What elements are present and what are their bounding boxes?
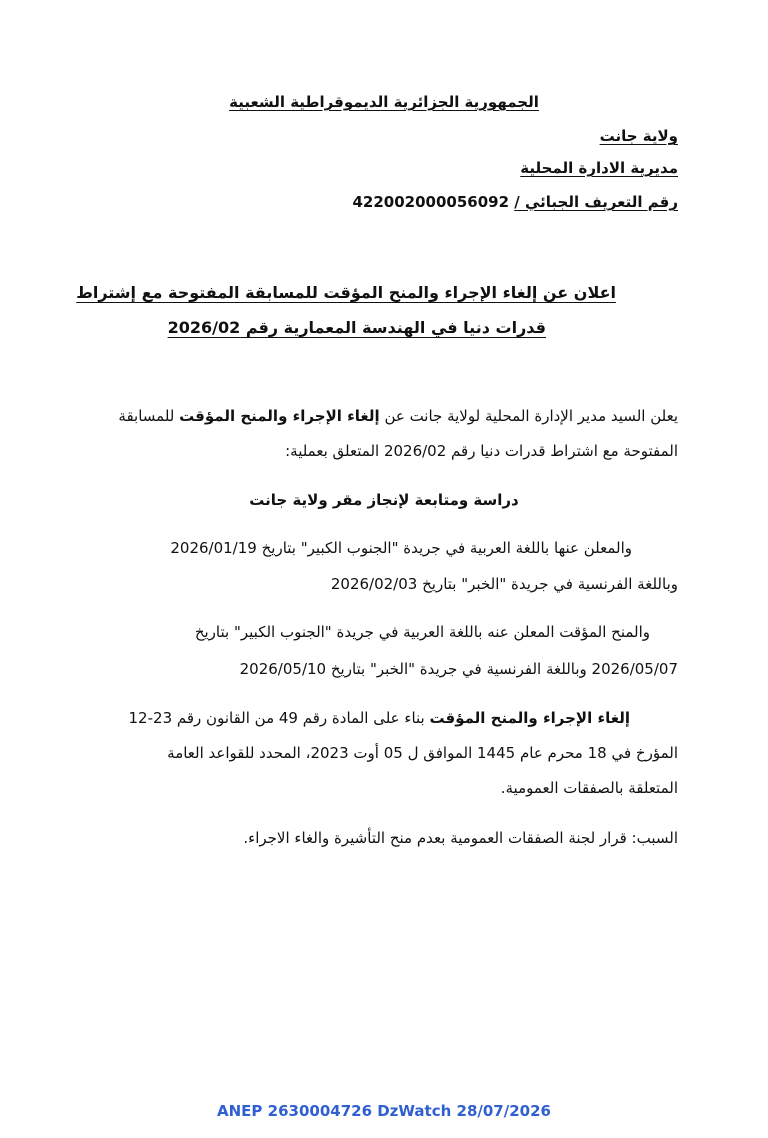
paragraph-4-line2: المؤرخ في 18 محرم عام 1445 الموافق ل 05 أوت 2023، المحدد للقواعد العامة	[167, 744, 678, 762]
announcement-title-line2: قدرات دنيا في الهندسة المعمارية رقم 2026/02	[167, 318, 546, 337]
paragraph-4-line3: المتعلقة بالصفقات العمومية.	[500, 779, 678, 797]
paragraph-4-line1	[129, 708, 630, 728]
p4-line1-rest: بناء على المادة رقم 49 من القانون رقم 23-12	[128, 709, 425, 727]
republic-heading: الجمهورية الجزائرية الديموقراطية الشعبية	[229, 93, 539, 111]
paragraph-2-line1: والمعلن عنها باللغة العربية في جريدة "الجنوب الكبير" بتاريخ 2026/01/19	[170, 539, 632, 557]
paragraph-3-line2: 2026/05/07 وباللغة الفرنسية في جريدة "الخبر" بتاريخ 2026/05/10	[239, 660, 678, 678]
paragraph-1-line2: المفتوحة مع اشتراط قدرات دنيا رقم 2026/02 المتعلق بعملية:	[285, 442, 678, 460]
wilaya-name: ولاية جانت	[599, 127, 678, 145]
announcement-title-line1: اعلان عن إلغاء الإجراء والمنح المؤقت للمسابقة المفتوحة مع إشتراط	[76, 283, 616, 302]
p1-start: يعلن السيد مدير الإدارة المحلية لولاية جانت عن	[384, 407, 678, 425]
p1-end: للمسابقة	[118, 407, 175, 425]
paragraph-1-line1	[118, 406, 678, 426]
reason-line: السبب: قرار لجنة الصفقات العمومية بعدم منح التأشيرة والغاء الاجراء.	[243, 829, 678, 847]
tax-id-line	[352, 192, 678, 212]
anep-reference: ANEP 2630004726 DzWatch 28/07/2026	[217, 1102, 551, 1120]
tax-id-value: 422002000056092	[352, 193, 510, 211]
paragraph-2-line2: وباللغة الفرنسية في جريدة "الخبر" بتاريخ 2026/02/03	[330, 575, 678, 593]
tax-id-label: رقم التعريف الجبائي /	[514, 193, 678, 211]
paragraph-3-line1: والمنح المؤقت المعلن عنه باللغة العربية في جريدة "الجنوب الكبير" بتاريخ	[194, 623, 650, 641]
p4-bold: إلغاء الإجراء والمنح المؤقت	[429, 709, 630, 727]
operation-title: دراسة ومتابعة لإنجاز مقر ولاية جانت	[249, 491, 519, 509]
directorate-name: مديرية الادارة المحلية	[520, 159, 678, 177]
p1-bold: إلغاء الإجراء والمنح المؤقت	[179, 407, 380, 425]
